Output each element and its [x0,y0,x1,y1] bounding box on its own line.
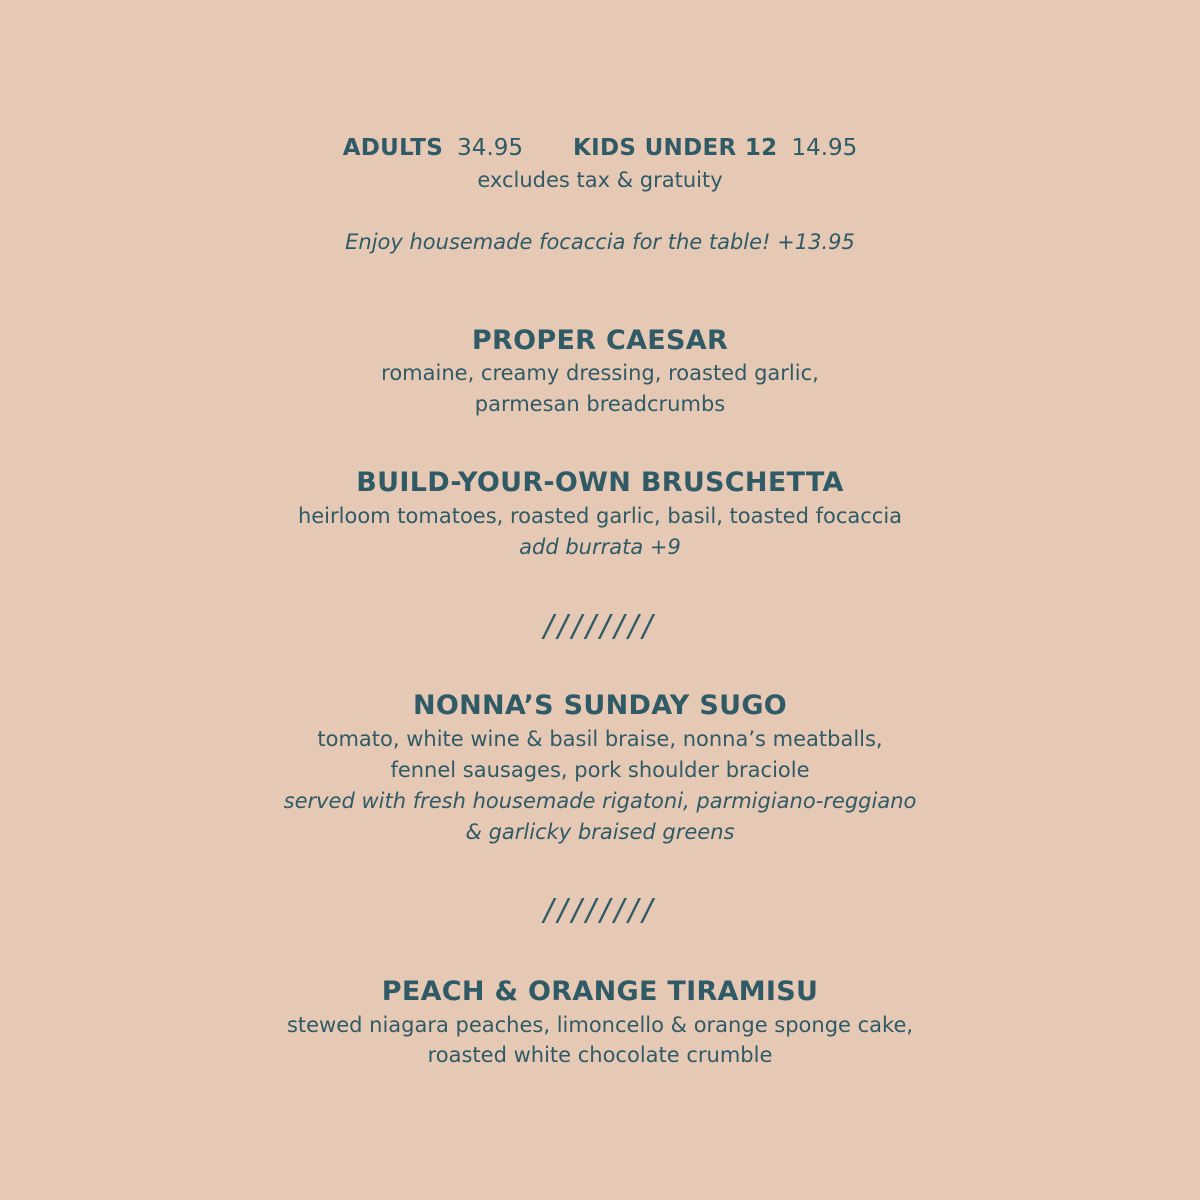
price-note: excludes tax & gratuity [477,168,723,192]
dish-desc-line: tomato, white wine & basil braise, nonna’s meatballs, [317,727,883,751]
kids-label: KIDS UNDER 12 [573,135,778,161]
dish-desc-line: romaine, creamy dressing, roasted garlic, [381,361,819,385]
dish-title-bruschetta: BUILD-YOUR-OWN BRUSCHETTA [356,467,844,498]
dish-desc-line: roasted white chocolate crumble [427,1043,773,1067]
price-row [0,133,1200,163]
dish-title-tiramisu: PEACH & ORANGE TIRAMISU [381,976,819,1007]
dish-desc-line: parmesan breadcrumbs [474,392,726,416]
dish-served-with-line: served with fresh housemade rigatoni, parmigiano-reggiano [283,789,917,813]
dish-title-sugo: NONNA’S SUNDAY SUGO [412,690,788,721]
divider-slashes: //////// [543,609,657,644]
focaccia-note: Enjoy housemade focaccia for the table! +13.95 [345,230,855,254]
adults-label: ADULTS [342,135,444,161]
adults-price: 34.95 [457,135,524,161]
kids-price-group [573,133,857,163]
divider-slashes: //////// [543,893,657,928]
dish-desc-line: stewed niagara peaches, limoncello & orange sponge cake, [286,1013,914,1037]
adults-price-group [343,133,523,163]
kids-price: 14.95 [791,135,858,161]
dish-desc-line: fennel sausages, pork shoulder braciole [390,758,810,782]
dish-addon: add burrata +9 [519,535,681,559]
dish-served-with-line: & garlicky braised greens [465,820,735,844]
dish-desc-line: heirloom tomatoes, roasted garlic, basil, toasted focaccia [297,504,903,528]
dish-title-caesar: PROPER CAESAR [471,325,729,356]
